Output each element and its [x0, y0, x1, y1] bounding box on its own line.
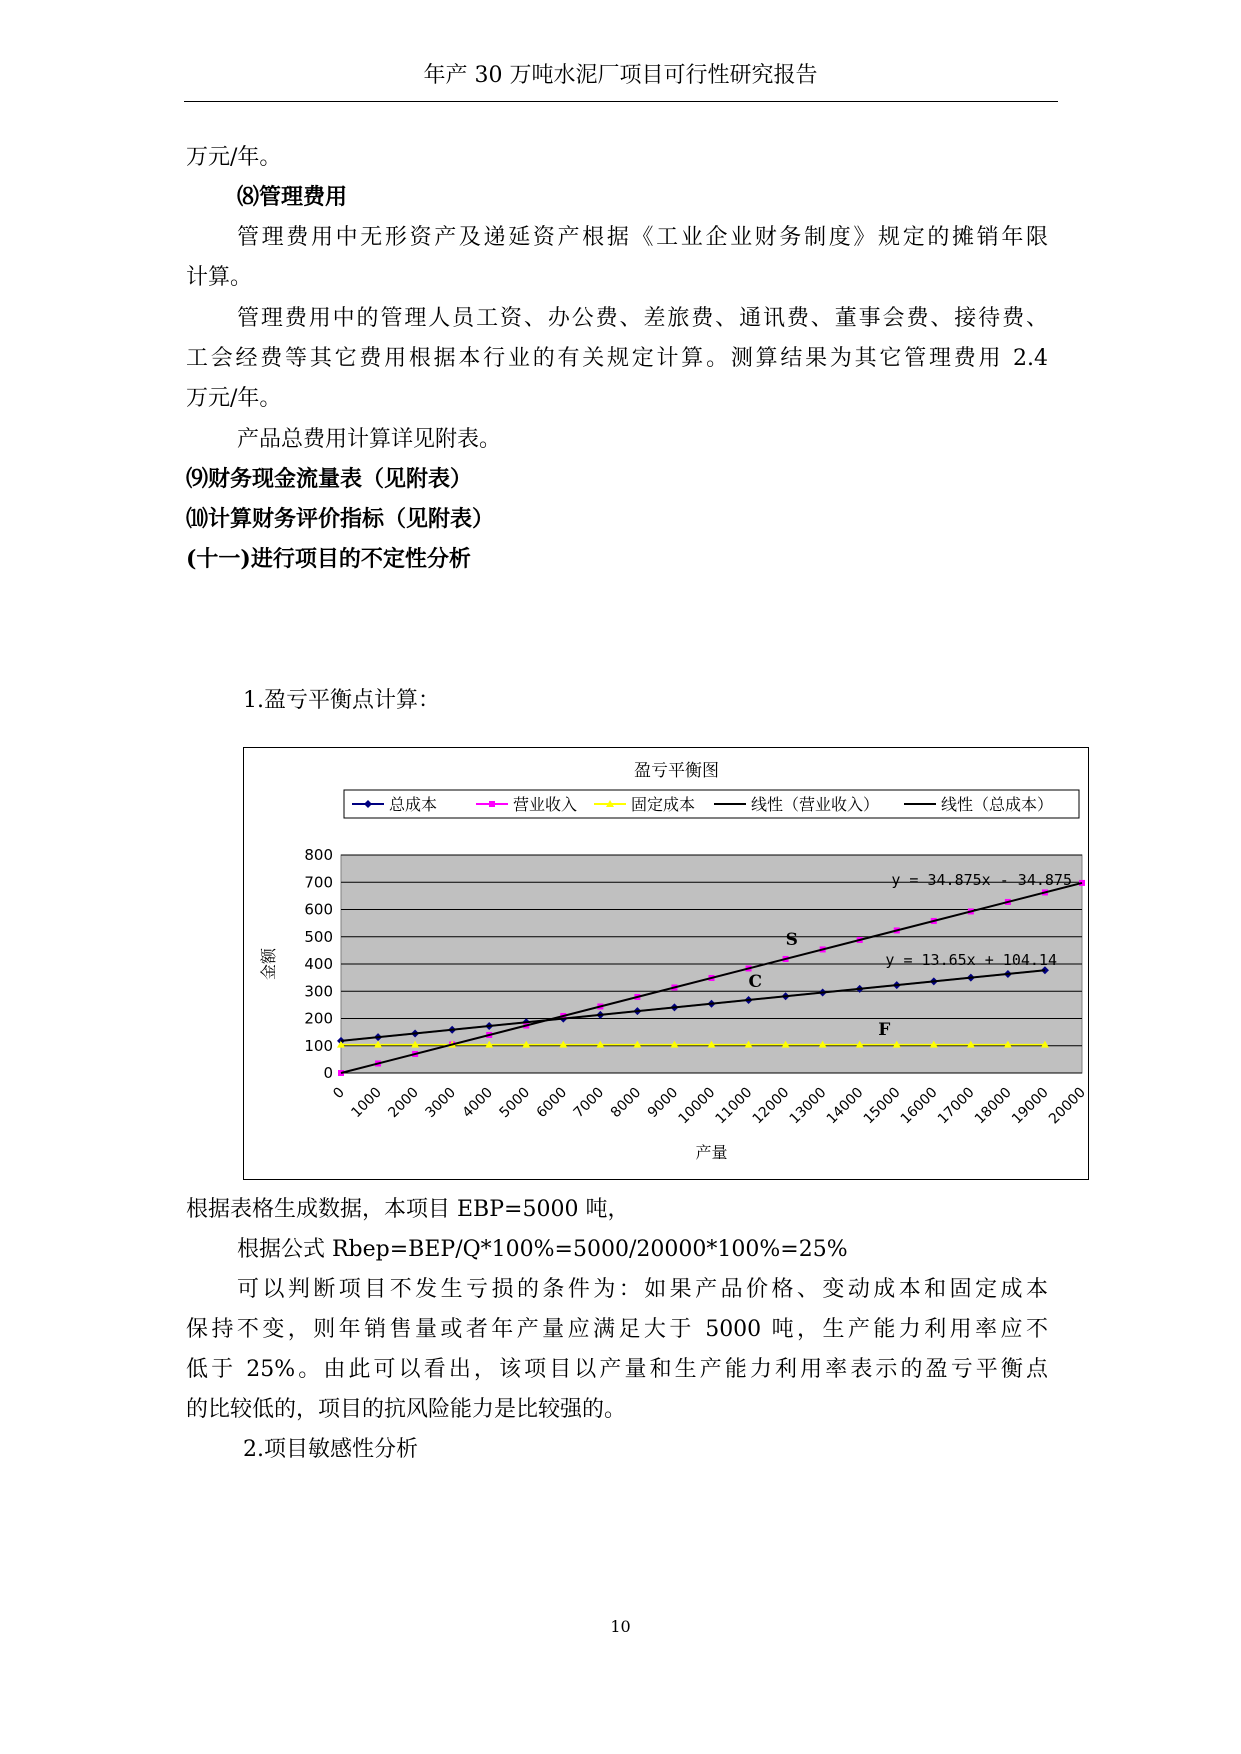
- legend-label: 线性（总成本）: [941, 795, 1054, 814]
- y-tick-label: 700: [304, 873, 333, 892]
- legend-label: 总成本: [389, 795, 438, 814]
- section-heading-indicators: ⑽计算财务评价指标（见附表）: [186, 506, 495, 532]
- y-tick-label: 300: [304, 982, 333, 1001]
- legend-marker: [489, 801, 495, 807]
- x-tick-label: 2000: [385, 1084, 422, 1122]
- x-axis-title: 产量: [695, 1143, 728, 1162]
- chart-title: 盈亏平衡图: [634, 761, 719, 781]
- y-tick-label: 200: [304, 1009, 333, 1028]
- paragraph-line: 工会经费等其它费用根据本行业的有关规定计算。测算结果为其它管理费用 2.4: [186, 346, 1048, 371]
- page-header-title: 年产 30 万吨水泥厂项目可行性研究报告: [423, 63, 818, 88]
- paragraph-line: 万元/年。: [186, 386, 282, 411]
- x-tick-label: 12000: [749, 1084, 793, 1128]
- page-number: 10: [610, 1617, 631, 1636]
- paragraph-line: 的比较低的，项目的抗风险能力是比较强的。: [186, 1397, 627, 1422]
- y-axis-title: 金额: [259, 947, 278, 981]
- trendline-equation: y = 34.875x - 34.875: [891, 871, 1072, 889]
- x-tick-label: 14000: [823, 1084, 867, 1128]
- section-heading-cashflow: ⑼财务现金流量表（见附表）: [186, 466, 473, 492]
- x-tick-label: 17000: [934, 1084, 978, 1128]
- paragraph-line: 管理费用中无形资产及递延资产根据《工业企业财务制度》规定的摊销年限: [237, 225, 1048, 250]
- x-tick-label: 4000: [459, 1084, 497, 1122]
- annotation-label: S: [785, 929, 798, 950]
- x-tick-label: 18000: [971, 1084, 1015, 1128]
- section-heading-uncertainty: (十一)进行项目的不定性分析: [186, 546, 471, 572]
- x-tick-label: 6000: [533, 1084, 571, 1122]
- paragraph-line: 根据表格生成数据，本项目 EBP=5000 吨，: [186, 1197, 630, 1222]
- y-tick-label: 400: [304, 955, 333, 973]
- x-tick-label: 3000: [422, 1084, 459, 1122]
- annotation-label: F: [878, 1019, 891, 1040]
- x-tick-label: 11000: [712, 1084, 756, 1128]
- x-tick-label: 0: [330, 1084, 348, 1103]
- x-tick-label: 19000: [1008, 1084, 1052, 1128]
- paragraph-line: 保持不变，则年销售量或者年产量应满足大于 5000 吨，生产能力利用率应不: [186, 1317, 1048, 1342]
- legend-label: 线性（营业收入）: [751, 795, 880, 814]
- x-tick-label: 15000: [860, 1084, 904, 1128]
- y-tick-label: 500: [304, 927, 333, 946]
- breakeven-chart: [243, 747, 1089, 1180]
- formula-line: 根据公式 Rbep=BEP/Q*100%=5000/20000*100%=25%: [237, 1237, 848, 1262]
- paragraph-line: 万元/年。: [186, 145, 282, 170]
- x-tick-label: 1000: [348, 1084, 385, 1122]
- x-tick-label: 16000: [897, 1084, 941, 1128]
- y-tick-label: 800: [304, 846, 333, 864]
- x-tick-label: 10000: [675, 1084, 719, 1128]
- breakeven-chart-svg: [244, 748, 1090, 1181]
- x-tick-label: 13000: [786, 1084, 830, 1128]
- section-heading-management-fee: ⑻管理费用: [237, 184, 348, 210]
- subheading-breakeven: 1.盈亏平衡点计算：: [243, 688, 440, 713]
- paragraph-line: 计算。: [186, 265, 253, 290]
- header-rule: [184, 101, 1058, 102]
- x-tick-label: 20000: [1046, 1084, 1089, 1128]
- x-tick-label: 9000: [644, 1084, 682, 1122]
- paragraph-line: 可以判断项目不发生亏损的条件为：如果产品价格、变动成本和固定成本: [237, 1277, 1048, 1302]
- x-tick-label: 8000: [607, 1084, 645, 1122]
- y-tick-label: 600: [304, 900, 333, 919]
- y-tick-label: 100: [304, 1036, 333, 1055]
- paragraph-line: 管理费用中的管理人员工资、办公费、差旅费、通讯费、董事会费、接待费、: [237, 306, 1048, 331]
- legend-label: 固定成本: [631, 795, 696, 814]
- y-tick-label: 0: [323, 1064, 333, 1082]
- paragraph-line: 产品总费用计算详见附表。: [237, 427, 502, 452]
- legend-label: 营业收入: [513, 795, 578, 814]
- paragraph-line: 低于 25%。由此可以看出，该项目以产量和生产能力利用率表示的盈亏平衡点: [186, 1357, 1048, 1382]
- subheading-sensitivity: 2.项目敏感性分析: [243, 1437, 418, 1462]
- x-tick-label: 7000: [570, 1084, 608, 1122]
- x-tick-label: 5000: [496, 1084, 534, 1122]
- annotation-label: C: [748, 972, 763, 993]
- trendline-equation: y = 13.65x + 104.14: [885, 951, 1057, 969]
